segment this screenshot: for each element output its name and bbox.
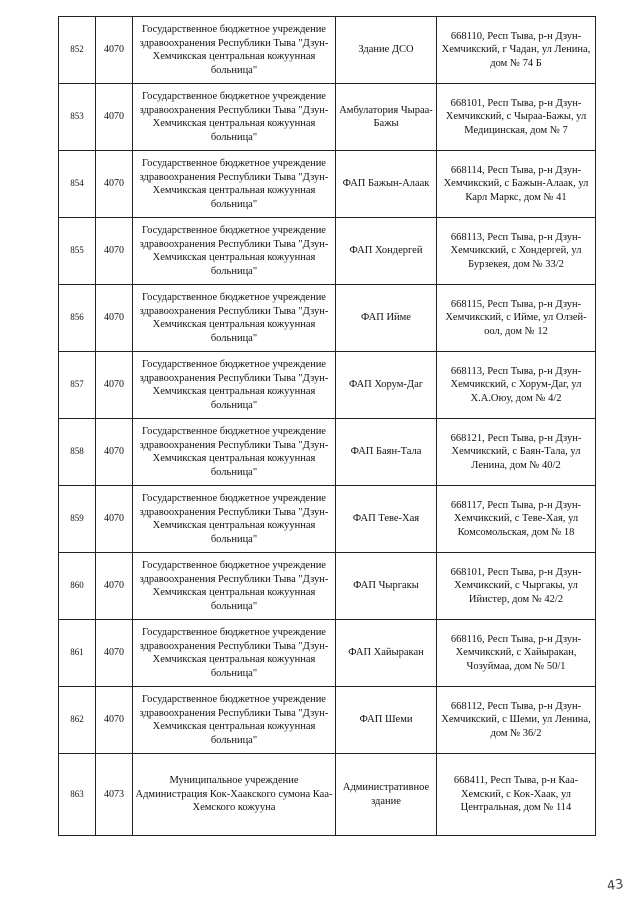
object-name: ФАП Хайыракан [336, 620, 437, 687]
registry-table [58, 16, 596, 836]
organization-name: Государственное бюджетное учреждение здравоохранения Республики Тыва "Дзун-Хемчикская центральная кожуунная больница" [133, 285, 336, 352]
row-number: 856 [59, 285, 96, 352]
table-row [59, 419, 596, 486]
row-number: 858 [59, 419, 96, 486]
organization-name: Государственное бюджетное учреждение здравоохранения Республики Тыва "Дзун-Хемчикская центральная кожуунная больница" [133, 553, 336, 620]
table-row [59, 620, 596, 687]
object-address: 668101, Респ Тыва, р-н Дзун-Хемчикский, с Чыраа-Бажы, ул Медицинская, дом № 7 [437, 84, 596, 151]
object-name: ФАП Ийме [336, 285, 437, 352]
row-number: 861 [59, 620, 96, 687]
row-code: 4073 [96, 754, 133, 836]
row-number: 852 [59, 17, 96, 84]
organization-name: Государственное бюджетное учреждение здравоохранения Республики Тыва "Дзун-Хемчикская центральная кожуунная больница" [133, 218, 336, 285]
table-row [59, 687, 596, 754]
table-row [59, 754, 596, 836]
object-name: Здание ДСО [336, 17, 437, 84]
table-row [59, 151, 596, 218]
table-row [59, 285, 596, 352]
object-address: 668101, Респ Тыва, р-н Дзун-Хемчикский, с Чыргакы, ул Ийистер, дом № 42/2 [437, 553, 596, 620]
row-code: 4070 [96, 687, 133, 754]
object-address: 668117, Респ Тыва, р-н Дзун-Хемчикский, с Теве-Хая, ул Комсомольская, дом № 18 [437, 486, 596, 553]
row-code: 4070 [96, 218, 133, 285]
row-code: 4070 [96, 285, 133, 352]
object-name: ФАП Бажын-Алаак [336, 151, 437, 218]
object-name: ФАП Хорум-Даг [336, 352, 437, 419]
organization-name: Государственное бюджетное учреждение здравоохранения Республики Тыва "Дзун-Хемчикская центральная кожуунная больница" [133, 620, 336, 687]
organization-name: Государственное бюджетное учреждение здравоохранения Республики Тыва "Дзун-Хемчикская центральная кожуунная больница" [133, 151, 336, 218]
row-number: 855 [59, 218, 96, 285]
object-address: 668116, Респ Тыва, р-н Дзун-Хемчикский, с Хайыракан, Чозуймаа, дом № 50/1 [437, 620, 596, 687]
table-row [59, 17, 596, 84]
row-number: 854 [59, 151, 96, 218]
table-row [59, 84, 596, 151]
row-code: 4070 [96, 620, 133, 687]
organization-name: Государственное бюджетное учреждение здравоохранения Республики Тыва "Дзун-Хемчикская центральная кожуунная больница" [133, 687, 336, 754]
object-name: ФАП Хондергей [336, 218, 437, 285]
row-code: 4070 [96, 17, 133, 84]
object-name: ФАП Чыргакы [336, 553, 437, 620]
object-address: 668114, Респ Тыва, р-н Дзун-Хемчикский, с Бажын-Алаак, ул Карл Маркс, дом № 41 [437, 151, 596, 218]
row-number: 857 [59, 352, 96, 419]
organization-name: Государственное бюджетное учреждение здравоохранения Республики Тыва "Дзун-Хемчикская центральная кожуунная больница" [133, 17, 336, 84]
organization-name: Муниципальное учреждение Администрация Кок-Хаакского сумона Каа-Хемского кожууна [133, 754, 336, 836]
object-name: ФАП Шеми [336, 687, 437, 754]
table-row [59, 553, 596, 620]
object-address: 668113, Респ Тыва, р-н Дзун-Хемчикский, с Хорум-Даг, ул Х.А.Оюу, дом № 4/2 [437, 352, 596, 419]
row-code: 4070 [96, 84, 133, 151]
row-code: 4070 [96, 419, 133, 486]
row-number: 862 [59, 687, 96, 754]
object-name: Амбулатория Чыраа-Бажы [336, 84, 437, 151]
page-number-mark: 43 [606, 876, 625, 895]
table-row [59, 218, 596, 285]
table-row [59, 486, 596, 553]
row-number: 859 [59, 486, 96, 553]
row-code: 4070 [96, 151, 133, 218]
object-address: 668121, Респ Тыва, р-н Дзун-Хемчикский, с Баян-Тала, ул Ленина, дом № 40/2 [437, 419, 596, 486]
row-number: 860 [59, 553, 96, 620]
row-code: 4070 [96, 486, 133, 553]
row-code: 4070 [96, 352, 133, 419]
row-number: 853 [59, 84, 96, 151]
object-name: Административное здание [336, 754, 437, 836]
row-number: 863 [59, 754, 96, 836]
object-address: 668411, Респ Тыва, р-н Каа-Хемский, с Кок-Хаак, ул Центральная, дом № 114 [437, 754, 596, 836]
object-address: 668115, Респ Тыва, р-н Дзун-Хемчикский, с Ийме, ул Олзей-оол, дом № 12 [437, 285, 596, 352]
object-name: ФАП Теве-Хая [336, 486, 437, 553]
organization-name: Государственное бюджетное учреждение здравоохранения Республики Тыва "Дзун-Хемчикская центральная кожуунная больница" [133, 84, 336, 151]
object-address: 668113, Респ Тыва, р-н Дзун-Хемчикский, с Хондергей, ул Бурзекея, дом № 33/2 [437, 218, 596, 285]
object-name: ФАП Баян-Тала [336, 419, 437, 486]
organization-name: Государственное бюджетное учреждение здравоохранения Республики Тыва "Дзун-Хемчикская центральная кожуунная больница" [133, 419, 336, 486]
table-row [59, 352, 596, 419]
organization-name: Государственное бюджетное учреждение здравоохранения Республики Тыва "Дзун-Хемчикская центральная кожуунная больница" [133, 486, 336, 553]
organization-name: Государственное бюджетное учреждение здравоохранения Республики Тыва "Дзун-Хемчикская центральная кожуунная больница" [133, 352, 336, 419]
object-address: 668112, Респ Тыва, р-н Дзун-Хемчикский, с Шеми, ул Ленина, дом № 36/2 [437, 687, 596, 754]
row-code: 4070 [96, 553, 133, 620]
object-address: 668110, Респ Тыва, р-н Дзун-Хемчикский, г Чадан, ул Ленина, дом № 74 Б [437, 17, 596, 84]
